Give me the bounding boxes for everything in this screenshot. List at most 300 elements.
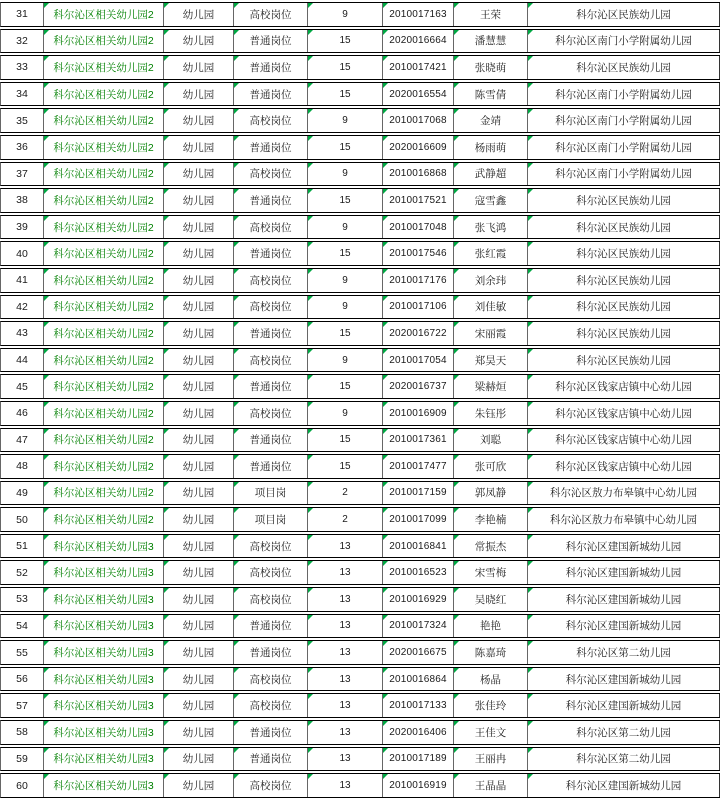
cell-row-number[interactable]: [1, 163, 44, 186]
cell-applicant-id[interactable]: [383, 774, 454, 797]
comment-marker-icon: [383, 694, 388, 699]
cell-post-type[interactable]: [234, 721, 308, 744]
cell-text: 15: [339, 434, 351, 446]
cell-post-type[interactable]: [234, 83, 308, 106]
cell-post-type[interactable]: [234, 163, 308, 186]
cell-applicant-name[interactable]: [454, 375, 528, 398]
table-row: [0, 454, 720, 479]
cell-kindergarten-name[interactable]: [528, 535, 720, 558]
cell-applicant-id[interactable]: [383, 668, 454, 691]
cell-unit-type[interactable]: [164, 508, 234, 531]
cell-unit-type[interactable]: [164, 615, 234, 638]
cell-text: 张可欣: [474, 460, 507, 473]
comment-marker-icon: [528, 721, 533, 726]
cell-applicant-name[interactable]: [454, 748, 528, 771]
comment-marker-icon: [383, 455, 388, 460]
cell-applicant-id[interactable]: [383, 429, 454, 452]
cell-post-count[interactable]: [308, 429, 383, 452]
cell-applicant-name[interactable]: [454, 242, 528, 265]
cell-kindergarten-name[interactable]: [528, 109, 720, 132]
comment-marker-icon: [164, 163, 169, 168]
cell-row-number[interactable]: [1, 721, 44, 744]
cell-row-number[interactable]: [1, 641, 44, 664]
cell-kindergarten-name[interactable]: [528, 774, 720, 797]
cell-applicant-name[interactable]: [454, 3, 528, 26]
cell-row-number[interactable]: [1, 561, 44, 584]
cell-applicant-name[interactable]: [454, 482, 528, 505]
cell-kindergarten-name[interactable]: [528, 136, 720, 159]
cell-applicant-name[interactable]: [454, 668, 528, 691]
cell-row-number[interactable]: [1, 3, 44, 26]
cell-applicant-name[interactable]: [454, 455, 528, 478]
cell-applicant-name[interactable]: [454, 508, 528, 531]
cell-post-type[interactable]: [234, 322, 308, 345]
cell-text: 15: [339, 35, 351, 47]
cell-applicant-id[interactable]: [383, 242, 454, 265]
cell-post-count[interactable]: [308, 482, 383, 505]
cell-school-group[interactable]: [44, 561, 164, 584]
cell-applicant-id[interactable]: [383, 322, 454, 345]
cell-post-count[interactable]: [308, 296, 383, 319]
cell-post-count[interactable]: [308, 561, 383, 584]
cell-post-type[interactable]: [234, 561, 308, 584]
cell-post-type[interactable]: [234, 535, 308, 558]
cell-text: 幼儿园: [182, 35, 215, 48]
comment-marker-icon: [164, 269, 169, 274]
cell-unit-type[interactable]: [164, 694, 234, 717]
comment-marker-icon: [454, 748, 459, 753]
cell-post-count[interactable]: [308, 189, 383, 212]
cell-unit-type[interactable]: [164, 349, 234, 372]
cell-unit-type[interactable]: [164, 455, 234, 478]
cell-post-type[interactable]: [234, 668, 308, 691]
cell-kindergarten-name[interactable]: [528, 163, 720, 186]
cell-kindergarten-name[interactable]: [528, 56, 720, 79]
cell-row-number[interactable]: [1, 402, 44, 425]
cell-row-number[interactable]: [1, 668, 44, 691]
cell-school-group[interactable]: [44, 588, 164, 611]
cell-applicant-id[interactable]: [383, 3, 454, 26]
cell-unit-type[interactable]: [164, 535, 234, 558]
cell-applicant-name[interactable]: [454, 322, 528, 345]
cell-school-group[interactable]: [44, 535, 164, 558]
cell-post-count[interactable]: [308, 508, 383, 531]
cell-kindergarten-name[interactable]: [528, 748, 720, 771]
cell-applicant-id[interactable]: [383, 615, 454, 638]
cell-row-number[interactable]: [1, 482, 44, 505]
cell-school-group[interactable]: [44, 189, 164, 212]
comment-marker-icon: [528, 535, 533, 540]
cell-post-count[interactable]: [308, 163, 383, 186]
cell-kindergarten-name[interactable]: [528, 375, 720, 398]
cell-text: 高校岗位: [249, 221, 292, 234]
cell-unit-type[interactable]: [164, 429, 234, 452]
cell-post-count[interactable]: [308, 774, 383, 797]
cell-applicant-id[interactable]: [383, 375, 454, 398]
cell-unit-type[interactable]: [164, 721, 234, 744]
cell-applicant-name[interactable]: [454, 163, 528, 186]
comment-marker-icon: [234, 109, 239, 114]
table-row: [0, 560, 720, 585]
cell-post-count[interactable]: [308, 641, 383, 664]
cell-text: 幼儿园: [182, 61, 215, 74]
cell-post-type[interactable]: [234, 109, 308, 132]
cell-post-count[interactable]: [308, 349, 383, 372]
comment-marker-icon: [528, 56, 533, 61]
cell-post-type[interactable]: [234, 296, 308, 319]
comment-marker-icon: [234, 774, 239, 779]
cell-row-number[interactable]: [1, 588, 44, 611]
cell-school-group[interactable]: [44, 694, 164, 717]
cell-post-count[interactable]: [308, 322, 383, 345]
cell-school-group[interactable]: [44, 322, 164, 345]
cell-school-group[interactable]: [44, 242, 164, 265]
cell-school-group[interactable]: [44, 721, 164, 744]
cell-post-type[interactable]: [234, 269, 308, 292]
cell-text: 普通岗位: [249, 434, 292, 447]
cell-text: 2: [342, 514, 348, 526]
cell-post-count[interactable]: [308, 242, 383, 265]
comment-marker-icon: [164, 3, 169, 8]
comment-marker-icon: [528, 242, 533, 247]
comment-marker-icon: [164, 588, 169, 593]
table-row: [0, 720, 720, 745]
cell-unit-type[interactable]: [164, 189, 234, 212]
cell-unit-type[interactable]: [164, 109, 234, 132]
cell-post-type[interactable]: [234, 136, 308, 159]
cell-kindergarten-name[interactable]: [528, 482, 720, 505]
cell-post-count[interactable]: [308, 216, 383, 239]
cell-text: 2010017546: [389, 248, 447, 260]
cell-applicant-name[interactable]: [454, 429, 528, 452]
cell-applicant-name[interactable]: [454, 296, 528, 319]
cell-row-number[interactable]: [1, 83, 44, 106]
cell-applicant-name[interactable]: [454, 83, 528, 106]
cell-school-group[interactable]: [44, 508, 164, 531]
cell-post-count[interactable]: [308, 375, 383, 398]
cell-text: 高校岗位: [249, 301, 292, 314]
cell-applicant-id[interactable]: [383, 269, 454, 292]
cell-unit-type[interactable]: [164, 748, 234, 771]
cell-school-group[interactable]: [44, 482, 164, 505]
cell-row-number[interactable]: [1, 242, 44, 265]
cell-applicant-name[interactable]: [454, 774, 528, 797]
comment-marker-icon: [234, 508, 239, 513]
cell-text: 9: [342, 8, 348, 20]
cell-kindergarten-name[interactable]: [528, 349, 720, 372]
cell-applicant-name[interactable]: [454, 349, 528, 372]
cell-text: 杨晶: [480, 673, 501, 686]
cell-school-group[interactable]: [44, 349, 164, 372]
cell-kindergarten-name[interactable]: [528, 694, 720, 717]
comment-marker-icon: [308, 269, 313, 274]
cell-post-count[interactable]: [308, 668, 383, 691]
cell-kindergarten-name[interactable]: [528, 30, 720, 53]
cell-row-number[interactable]: [1, 694, 44, 717]
cell-post-type[interactable]: [234, 482, 308, 505]
cell-applicant-id[interactable]: [383, 535, 454, 558]
cell-school-group[interactable]: [44, 402, 164, 425]
cell-school-group[interactable]: [44, 615, 164, 638]
cell-row-number[interactable]: [1, 109, 44, 132]
cell-school-group[interactable]: [44, 30, 164, 53]
cell-text: 宋丽霞: [474, 327, 507, 340]
comment-marker-icon: [454, 561, 459, 566]
comment-marker-icon: [234, 322, 239, 327]
cell-post-type[interactable]: [234, 56, 308, 79]
cell-unit-type[interactable]: [164, 269, 234, 292]
cell-kindergarten-name[interactable]: [528, 641, 720, 664]
cell-applicant-name[interactable]: [454, 136, 528, 159]
cell-kindergarten-name[interactable]: [528, 588, 720, 611]
cell-school-group[interactable]: [44, 774, 164, 797]
cell-applicant-id[interactable]: [383, 402, 454, 425]
comment-marker-icon: [454, 136, 459, 141]
cell-school-group[interactable]: [44, 748, 164, 771]
table-row: [0, 428, 720, 453]
cell-school-group[interactable]: [44, 163, 164, 186]
comment-marker-icon: [234, 56, 239, 61]
cell-post-type[interactable]: [234, 774, 308, 797]
cell-row-number[interactable]: [1, 322, 44, 345]
cell-row-number[interactable]: [1, 429, 44, 452]
cell-row-number[interactable]: [1, 615, 44, 638]
cell-post-type[interactable]: [234, 694, 308, 717]
cell-unit-type[interactable]: [164, 242, 234, 265]
cell-unit-type[interactable]: [164, 83, 234, 106]
cell-row-number[interactable]: [1, 535, 44, 558]
comment-marker-icon: [234, 482, 239, 487]
cell-applicant-name[interactable]: [454, 56, 528, 79]
cell-text: 48: [16, 460, 28, 473]
cell-post-type[interactable]: [234, 30, 308, 53]
comment-marker-icon: [308, 349, 313, 354]
cell-applicant-name[interactable]: [454, 109, 528, 132]
cell-school-group[interactable]: [44, 56, 164, 79]
cell-text: 高校岗位: [249, 168, 292, 181]
cell-applicant-name[interactable]: [454, 641, 528, 664]
cell-text: 2020016722: [389, 327, 447, 339]
cell-school-group[interactable]: [44, 641, 164, 664]
cell-kindergarten-name[interactable]: [528, 269, 720, 292]
comment-marker-icon: [44, 668, 49, 673]
cell-applicant-name[interactable]: [454, 721, 528, 744]
cell-school-group[interactable]: [44, 269, 164, 292]
cell-unit-type[interactable]: [164, 3, 234, 26]
cell-post-count[interactable]: [308, 83, 383, 106]
cell-unit-type[interactable]: [164, 136, 234, 159]
cell-unit-type[interactable]: [164, 668, 234, 691]
cell-post-type[interactable]: [234, 748, 308, 771]
cell-applicant-id[interactable]: [383, 482, 454, 505]
cell-applicant-id[interactable]: [383, 136, 454, 159]
cell-row-number[interactable]: [1, 136, 44, 159]
cell-post-type[interactable]: [234, 216, 308, 239]
cell-applicant-id[interactable]: [383, 588, 454, 611]
cell-unit-type[interactable]: [164, 641, 234, 664]
comment-marker-icon: [44, 429, 49, 434]
cell-kindergarten-name[interactable]: [528, 455, 720, 478]
cell-text: 高校岗位: [249, 115, 292, 128]
cell-post-type[interactable]: [234, 615, 308, 638]
cell-row-number[interactable]: [1, 189, 44, 212]
cell-kindergarten-name[interactable]: [528, 216, 720, 239]
cell-post-type[interactable]: [234, 375, 308, 398]
cell-applicant-id[interactable]: [383, 349, 454, 372]
cell-text: 科尔沁区相关幼儿园3: [53, 700, 154, 713]
cell-row-number[interactable]: [1, 375, 44, 398]
cell-applicant-name[interactable]: [454, 588, 528, 611]
cell-applicant-name[interactable]: [454, 216, 528, 239]
cell-post-type[interactable]: [234, 429, 308, 452]
cell-unit-type[interactable]: [164, 163, 234, 186]
cell-post-type[interactable]: [234, 641, 308, 664]
comment-marker-icon: [164, 56, 169, 61]
cell-kindergarten-name[interactable]: [528, 83, 720, 106]
cell-post-count[interactable]: [308, 721, 383, 744]
cell-applicant-id[interactable]: [383, 109, 454, 132]
cell-text: 科尔沁区钱家店镇中心幼儿园: [555, 460, 692, 473]
cell-post-type[interactable]: [234, 3, 308, 26]
cell-row-number[interactable]: [1, 349, 44, 372]
cell-unit-type[interactable]: [164, 375, 234, 398]
cell-applicant-id[interactable]: [383, 296, 454, 319]
cell-row-number[interactable]: [1, 269, 44, 292]
cell-text: 13: [339, 753, 351, 765]
comment-marker-icon: [528, 402, 533, 407]
cell-applicant-id[interactable]: [383, 216, 454, 239]
cell-post-count[interactable]: [308, 136, 383, 159]
cell-post-count[interactable]: [308, 748, 383, 771]
cell-applicant-id[interactable]: [383, 721, 454, 744]
cell-applicant-id[interactable]: [383, 189, 454, 212]
cell-applicant-id[interactable]: [383, 641, 454, 664]
cell-post-type[interactable]: [234, 349, 308, 372]
comment-marker-icon: [44, 296, 49, 301]
cell-post-type[interactable]: [234, 242, 308, 265]
cell-school-group[interactable]: [44, 3, 164, 26]
cell-applicant-id[interactable]: [383, 508, 454, 531]
cell-kindergarten-name[interactable]: [528, 242, 720, 265]
comment-marker-icon: [44, 136, 49, 141]
cell-applicant-id[interactable]: [383, 455, 454, 478]
cell-unit-type[interactable]: [164, 561, 234, 584]
cell-text: 郭凤静: [474, 487, 507, 500]
cell-applicant-id[interactable]: [383, 56, 454, 79]
cell-applicant-name[interactable]: [454, 30, 528, 53]
cell-post-count[interactable]: [308, 535, 383, 558]
cell-unit-type[interactable]: [164, 774, 234, 797]
cell-applicant-id[interactable]: [383, 163, 454, 186]
cell-text: 幼儿园: [182, 194, 215, 207]
table-row: [0, 295, 720, 320]
cell-row-number[interactable]: [1, 748, 44, 771]
cell-row-number[interactable]: [1, 455, 44, 478]
cell-kindergarten-name[interactable]: [528, 721, 720, 744]
comment-marker-icon: [528, 296, 533, 301]
cell-applicant-id[interactable]: [383, 561, 454, 584]
cell-unit-type[interactable]: [164, 296, 234, 319]
cell-unit-type[interactable]: [164, 588, 234, 611]
cell-unit-type[interactable]: [164, 30, 234, 53]
cell-post-count[interactable]: [308, 455, 383, 478]
cell-applicant-id[interactable]: [383, 748, 454, 771]
cell-applicant-id[interactable]: [383, 83, 454, 106]
cell-post-count[interactable]: [308, 694, 383, 717]
cell-school-group[interactable]: [44, 136, 164, 159]
cell-unit-type[interactable]: [164, 56, 234, 79]
cell-applicant-name[interactable]: [454, 189, 528, 212]
cell-post-count[interactable]: [308, 588, 383, 611]
cell-kindergarten-name[interactable]: [528, 508, 720, 531]
cell-kindergarten-name[interactable]: [528, 402, 720, 425]
cell-kindergarten-name[interactable]: [528, 3, 720, 26]
cell-unit-type[interactable]: [164, 216, 234, 239]
cell-unit-type[interactable]: [164, 322, 234, 345]
cell-applicant-id[interactable]: [383, 694, 454, 717]
cell-post-type[interactable]: [234, 189, 308, 212]
cell-school-group[interactable]: [44, 296, 164, 319]
cell-kindergarten-name[interactable]: [528, 561, 720, 584]
cell-school-group[interactable]: [44, 83, 164, 106]
cell-row-number[interactable]: [1, 296, 44, 319]
cell-row-number[interactable]: [1, 56, 44, 79]
cell-kindergarten-name[interactable]: [528, 429, 720, 452]
cell-kindergarten-name[interactable]: [528, 322, 720, 345]
cell-school-group[interactable]: [44, 668, 164, 691]
cell-row-number[interactable]: [1, 774, 44, 797]
cell-applicant-name[interactable]: [454, 561, 528, 584]
cell-post-type[interactable]: [234, 455, 308, 478]
cell-kindergarten-name[interactable]: [528, 296, 720, 319]
cell-row-number[interactable]: [1, 216, 44, 239]
cell-school-group[interactable]: [44, 429, 164, 452]
cell-school-group[interactable]: [44, 375, 164, 398]
cell-post-count[interactable]: [308, 615, 383, 638]
cell-kindergarten-name[interactable]: [528, 668, 720, 691]
comment-marker-icon: [234, 561, 239, 566]
cell-applicant-name[interactable]: [454, 694, 528, 717]
cell-post-count[interactable]: [308, 402, 383, 425]
cell-post-type[interactable]: [234, 588, 308, 611]
comment-marker-icon: [44, 588, 49, 593]
cell-kindergarten-name[interactable]: [528, 189, 720, 212]
cell-post-count[interactable]: [308, 56, 383, 79]
cell-unit-type[interactable]: [164, 482, 234, 505]
cell-school-group[interactable]: [44, 216, 164, 239]
cell-post-type[interactable]: [234, 402, 308, 425]
cell-post-count[interactable]: [308, 269, 383, 292]
cell-school-group[interactable]: [44, 455, 164, 478]
cell-unit-type[interactable]: [164, 402, 234, 425]
cell-applicant-id[interactable]: [383, 30, 454, 53]
cell-text: 幼儿园: [182, 540, 215, 553]
cell-applicant-name[interactable]: [454, 402, 528, 425]
cell-post-count[interactable]: [308, 3, 383, 26]
cell-post-count[interactable]: [308, 30, 383, 53]
cell-applicant-name[interactable]: [454, 269, 528, 292]
cell-applicant-name[interactable]: [454, 615, 528, 638]
cell-post-type[interactable]: [234, 508, 308, 531]
cell-applicant-name[interactable]: [454, 535, 528, 558]
cell-row-number[interactable]: [1, 30, 44, 53]
cell-post-count[interactable]: [308, 109, 383, 132]
cell-text: 科尔沁区建国新城幼儿园: [565, 700, 682, 713]
cell-kindergarten-name[interactable]: [528, 615, 720, 638]
cell-row-number[interactable]: [1, 508, 44, 531]
comment-marker-icon: [44, 83, 49, 88]
cell-school-group[interactable]: [44, 109, 164, 132]
